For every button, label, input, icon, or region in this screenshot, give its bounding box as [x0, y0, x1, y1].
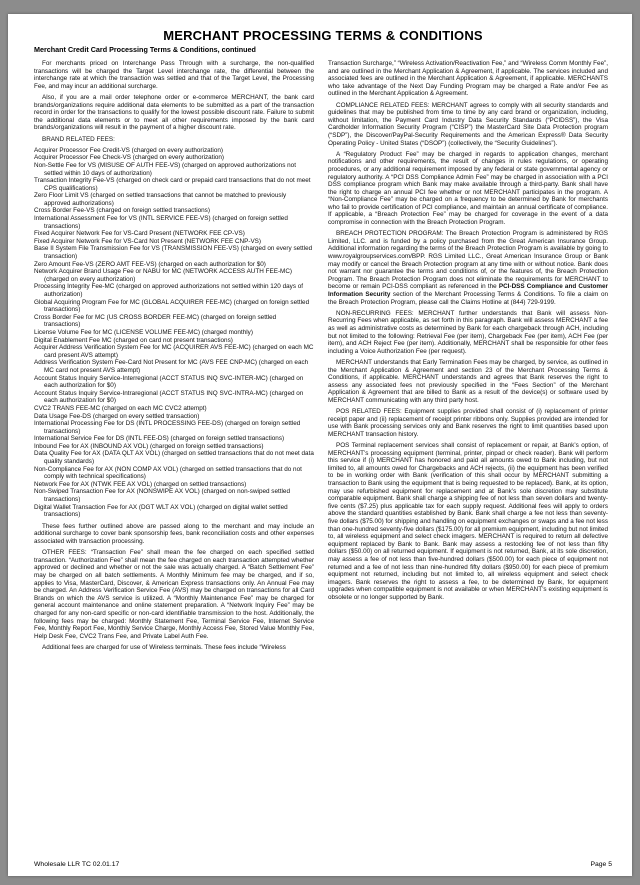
paragraph: Additional fees are charged for use of Wireless terminals. These fees include “Wireless	[42, 643, 286, 651]
brand-fee-item: Account Status Inquiry Service-Intraregional (ACCT STATUS INQ SVC-INTRA-MC) (charged on each authorization for $0)	[34, 389, 304, 405]
paragraph: A “Regulatory Product Fee” may be charged in regards to application changes, merchant notifications and other requirements, the result of changes in rules regulations, or operating procedures, or any additional requirement imposed by any federal or state governmental agency or regulatory authority. A “PCI DSS Compliance Admin Fee” may be charged in association with a PCI DSS compliance program which Bank may make available through a third-party. Bank shall have the right to charge an annual PCI fee whether or not MERCHANT participates in the program. A “Non-Compliance Fee” may be charged on a frequency to be determined by Bank for merchants who fail to provide certification of PCI compliance, and maintain an annual certificate of compliance. If applicable, a “Breach Protection Fee” may be charged for coverage in the event of a data compromise in connection with the Breach Protection Program.	[328, 150, 608, 227]
brand-fee-item: Zero Floor Limit VS (charged on settled transactions that cannot be matched to previously approved authorizations)	[34, 192, 287, 207]
brand-fee-item: Digital Enablement Fee MC (charged on card not present transactions)	[34, 336, 233, 344]
brand-fee-item: Non-Settle Fee for VS (MISUSE OF AUTH FEE-VS) (charged on approved authorizations not settled within 10 days of authorization)	[34, 161, 296, 177]
brand-fee-item: Base II System File Transmission Fee for VS (TRANSMISSION FEE-VS) (charged on every settled transaction)	[34, 245, 313, 261]
page-footer	[34, 861, 612, 868]
brand-fee-item: Digital Wallet Transaction Fee for AX (DGT WLT AX VOL) (charged on digital wallet settled transactions)	[34, 503, 288, 519]
brand-fees-heading: BRAND RELATED FEES:	[42, 135, 115, 143]
page-title: MERCHANT PROCESSING TERMS & CONDITIONS	[163, 28, 483, 43]
brand-fee-item: CVC2 TRANS FEE-MC (charged on each MC CVC2 attempt)	[34, 404, 207, 412]
brand-fee-item: Non-Compliance Fee for AX (NON COMP AX VOL) (charged on settled transactions that do not comply with technical specifications)	[34, 465, 302, 481]
brand-fees-list	[34, 147, 314, 519]
brand-fee-item: Zero Amount Fee-VS (ZERO AMT FEE-VS) (charged on each authorization for $0)	[34, 260, 266, 268]
brand-fee-item: International Assessment Fee for VS (INTL SERVICE FEE-VS) (charged on foreign settled transactions)	[34, 215, 288, 230]
paragraph: Transaction Surcharge,” “Wireless Activation/Reactivation Fee,” and “Wireless Comm Monthly Fee”, and are outlined in the Merchant Application & Agreement, if applicable. The services included and associated fees are outlined in the Merchant Application & Agreement, if applicable. MERCHANTS who take advantage of the Next Day Funding Program may be charged a Rate and/or Fee as outlined in the Merchant Application & Agreement.	[328, 60, 608, 98]
paragraph: NON-RECURRING FEES: MERCHANT further understands that Bank will assess Non-Recurring Fees when applicable, as set forth in this paragraph. Bank will assess MERCHANT a fee as well as administrative costs as determined by Bank for each chargeback through ACH, including but not limited to the following: Retrieval Fee (per item), Chargeback Fee (per item), ACH Fee (per item), and ACH Reject Fee (per item). Additionally, MERCHANT shall be responsible for other fees including a Voice Authorization Fee (per request).	[328, 309, 608, 355]
text-run: section of the Merchant Processing Terms & Conditions. To file a claim on the Breach Protection Program, please call the Claims Hotline at (844) 729-9199.	[328, 291, 609, 306]
page-number: Page 5	[590, 861, 612, 868]
brand-fee-item: Processing Integrity Fee-MC (charged on approved authorizations not settled within 120 days of authorization)	[34, 283, 304, 298]
brand-fee-item: Network Acquirer Brand Usage Fee or NABU for MC (NETWORK ACCESS AUTH FEE-MC) (charged on every authorization)	[34, 268, 293, 283]
left-column	[34, 60, 314, 655]
paragraph: For merchants priced on Interchange Pass Through with a surcharge, the non-qualified transactions will be charged the Target Level interchange rate, the differential between the interchange rate at which the transaction was settled and that of the Target Level, the Processing Fee, and may incur an additional surcharge.	[34, 60, 314, 90]
page-subtitle: Merchant Credit Card Processing Terms & Conditions, continued	[34, 45, 256, 54]
brand-fee-item: Transaction Integrity Fee-VS (charged on check card or prepaid card transactions that do not meet CPS qualifications)	[34, 177, 311, 192]
brand-fee-item: Account Status Inquiry Service-Interregional (ACCT STATUS INQ SVC-INTER-MC) (charged on each authorization for $0)	[34, 374, 304, 390]
paragraph: COMPLIANCE RELATED FEES: MERCHANT agrees to comply with all security standards and guidelines that may be published from time to time by any card brand or organization, including, without limitation, the Payment Card Industry Data Security Standards (“PCIDSS”), the Visa Cardholder Information Security Program (“CISP”) the MasterCard Site Data Protection program (“SDP”), the Discover/PayPal-Security Requirements and the American Express® Data Security Operating Policy - United States (“DSOP”) (collectively, the “Security Guidelines”).	[328, 101, 608, 147]
brand-fee-item: Cross Border Fee-VS (charged on foreign settled transactions)	[34, 207, 210, 215]
brand-fee-item: International Processing Fee for DS (INTL PROCESSING FEE-DS) (charged on foreign settled transactions)	[34, 420, 301, 435]
brand-fee-item: Fixed Acquirer Network Fee for VS-Card Not Present (NETWORK FEE CNP-VS)	[34, 237, 262, 245]
paragraph: POS RELATED FEES: Equipment supplies provided shall consist of (i) replacement of printer receipt paper and (ii) replacement of receipt printer ribbons only. Supplies provided are intended for use with Bank processing services only and Bank reserves the right to limit quantities based upon MERCHANT transaction history.	[328, 408, 608, 438]
paragraph: These fees further outlined above are passed along to the merchant and may include an additional surcharge to cover bank sponsorship fees, bank reconciliation costs and other expenses associated with transaction processing.	[34, 522, 314, 545]
paragraph: POS Terminal replacement services shall consist of replacement or repair, at Bank’s option, of MERCHANT’s processing equipment (terminal, printer, pinpad or check reader). Bank will perform this service if (i) MERCHANT has honored and paid all amounts owed to Bank including, but not limited to, all amounts owed for Chargebacks and ACH rejects, (ii) the equipment has been verified to be in working order with Bank (verification of this shall occur by MERCHANT submitting a transaction to Bank using the equipment that is being requested to be replaced). Bank, at its option, may use refurbished equipment for replacement and at Bank’s sole discretion may substitute comparable equipment. Bank shall charge a shipping fee of not less than seven dollars and twenty-five cents ($7.25) plus applicable tax for each supply request. Additional fees will apply to orders above the standard quantities established by Bank. Bank shall charge a fee not less than seventy-five dollars ($75.00) for shipping and handling on equipment exchanges or swaps and a fee not less than one-hundred seventy-five dollars ($175.00) for all premium equipment, including but not limited to, all wireless equipment and select check imagers. MERCHANT is required to return all defective equipment replaced by Bank to Bank. Bank may assess a restocking fee of not less than fifty dollars ($50.00) on all returned equipment. If equipment is not returned, Bank, at its sole discretion, may assess a fee of not less than five-hundred dollars ($500.00) for each piece of equipment not returned and a fee of not less than nine-hundred fifty dollars ($950.00) for each piece of premium equipment not returned, including but not limited to, all wireless equipment and select check imagers. Bank reserves the right to assess a fee, to be determined by Bank, for equipment upgrades when compatible equipment is not available or when MERCHANT’s existing equipment is obsolete or no longer supported by Bank.	[328, 442, 609, 601]
brand-fee-item: Global Acquiring Program Fee for MC (GLOBAL ACQUIRER FEE-MC) (charged on foreign settled transactions)	[34, 298, 310, 314]
document-page	[8, 14, 632, 876]
bold-reference: PCI-DSS Compliance and Customer Information Security	[328, 283, 608, 298]
paragraph: Also, if you are a mail order telephone order or e-commerce MERCHANT, the bank card brands/organizations require additional data elements to be submitted as a part of the transaction record in order for the transactions to qualify for the lowest possible discount rate. Failure to submit the additional data elements or to meet all other requirements imposed by the bank card brands/organizations will result in the payment of a higher discount rate.	[34, 93, 314, 132]
brand-fee-item: License Volume Fee for MC (LICENSE VOLUME FEE-MC) (charged monthly)	[34, 328, 253, 336]
brand-fee-item: Acquirer Address Verification System Fee for MC (ACQUIRER AVS FEE-MC) (charged on each MC card present AVS attempt)	[34, 344, 314, 359]
paragraph	[328, 230, 608, 306]
paragraph: MERCHANT understands that Early Termination Fees may be charged, by service, as outlined in the Merchant Application & Agreement and section 23 of the Merchant Processing Terms & Conditions, if applicable. MERCHANT understands and agrees that Bank reserves the right to assess any associated fees not previously specified in the “Fees Section” of the Merchant Application & Agreement that are billed to Bank as a result of the device(s) or software used by MERCHANT communicating with any third party host.	[328, 358, 608, 404]
brand-fee-item: Data Quality Fee for AX (DATA QLT AX VOL) (charged on settled transactions that do not meet data quality standards)	[34, 450, 314, 466]
brand-fee-item: Inbound Fee for AX (INBOUND AX VOL) (charged on foreign settled transactions)	[34, 442, 264, 450]
brand-fee-item: Fixed Acquirer Network Fee for VS-Card Present (NETWORK FEE CP-VS)	[34, 230, 245, 238]
brand-fee-item: Address Verification System Fee-Card Not Present for MC (AVS FEE CNP-MC) (charged on each MC card not present AVS attempt)	[34, 359, 309, 374]
footer-doc-id: Wholesale LLR TC 02.01.17	[34, 861, 120, 868]
brand-fee-item: International Service Fee for DS (INTL FEE-DS) (charged on foreign settled transactions)	[34, 435, 285, 443]
brand-fee-item: Acquirer Processor Fee Check-VS (charged on every authorization)	[34, 154, 225, 162]
brand-fee-item: Acquirer Processor Fee Credit-VS (charged on every authorization)	[34, 146, 223, 154]
text-run: BREACH PROTECTION PROGRAM: The Breach Protection Program is administered by RGS Limited, LLC. and is funded by a policy purchased from the Great American Insurance Group. Additional information regarding the terms of the Breach Protection Program is available by going to www.royalgroupservices.com/BPP. RGS Limited LLC., Great American Insurance Group or Bank may modify or cancel the Breach Protection program at any time with or without notice. Bank does not warrant nor guarantee the terms and conditions of, or the features of, the Breach Protection Program. The Breach Protection Program does not eliminate the requirements for MERCHANT to become or remain PCI-DSS compliant as referenced in the	[328, 230, 608, 291]
brand-fee-item: Cross Border Fee for MC (US CROSS BORDER FEE-MC) (charged on foreign settled transactions)	[34, 313, 277, 329]
text-columns	[34, 60, 612, 655]
paragraph: OTHER FEES: “Transaction Fee” shall mean the fee charged on each specified settled transaction. “Authorization Fee” shall mean the fee charged on each transaction attempted whether approved or declined and whether or not the sale was actually charged. A “Batch Settlement Fee” may be charged on all batch settlements. A Monthly Minimum fee may be charged, and if so, applies to Visa, MasterCard, Discover, & American Express transactions only. An Annual Fee may be charged. An Address Verification Service Fee (AVS) may be charged on transactions for all Card Brands on which the AVS service is utilized. A “Monthly Maintenance Fee” may be charged for general account maintenance and online statement preparation. A “Network Inquiry Fee” may be charged for any non-card specific or non-card identifiable transmission to the host. Additionally, the following fees may be charged: Monthly Statement Fee, Terminal Service Fee, Internet Service Fee, Monthly Report Fee, Monthly Service Charge, Monthly Access Fee, Stored Value Monthly Fee, Help Desk Fee, CVC2 Trans Fee, and Private Label Auth Fee.	[34, 549, 314, 640]
brand-fee-item: Non-Swiped Transaction Fee for AX (NONSWIPE AX VOL) (charged on non-swiped settled transactions)	[34, 488, 290, 504]
brand-fee-item: Network Fee for AX (NTWK FEE AX VOL) (charged on settled transactions)	[34, 480, 247, 488]
right-column	[328, 60, 608, 655]
brand-fee-item: Data Usage Fee-DS (charged on every settled transaction)	[34, 412, 200, 420]
